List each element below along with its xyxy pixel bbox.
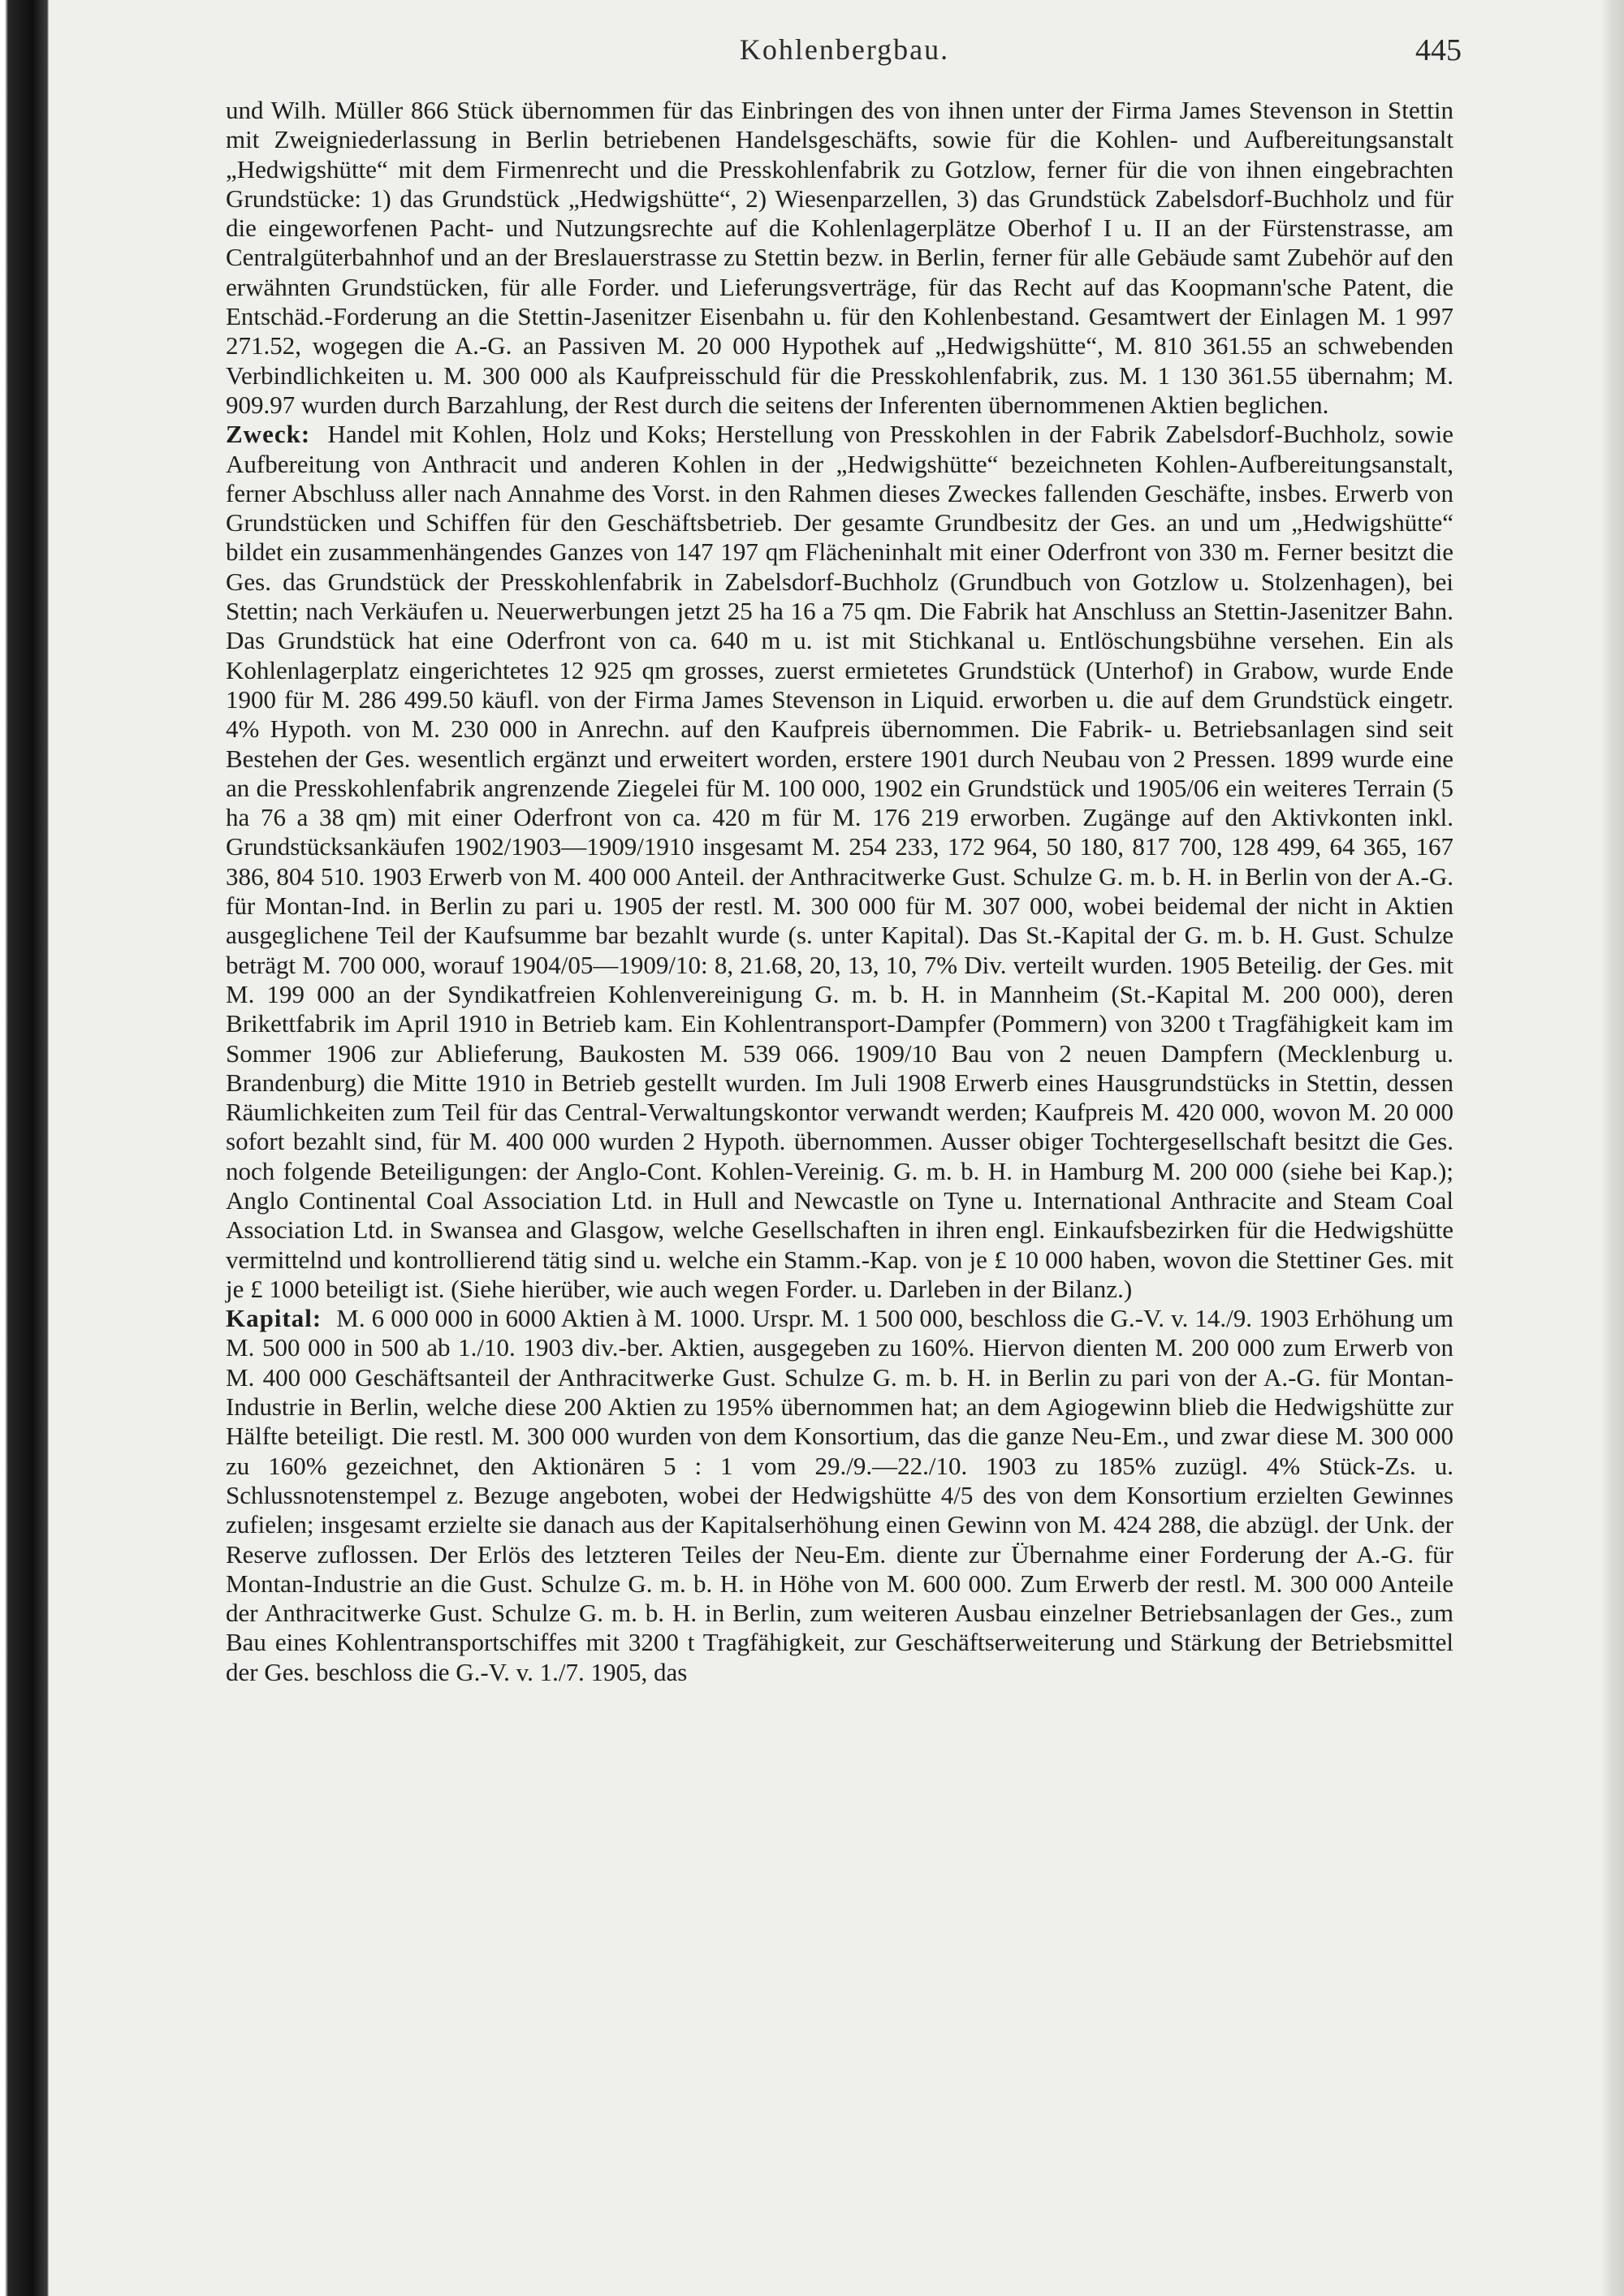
running-title: Kohlenbergbau. [739, 33, 950, 66]
page-edge-shadow [1601, 0, 1624, 2296]
page-header [227, 32, 1462, 78]
section-heading-kapital: Kapital: [226, 1304, 322, 1333]
page-number: 445 [1415, 33, 1462, 67]
paragraph-text: M. 6 000 000 in 6000 Aktien à M. 1000. Urspr. M. 1 500 000, beschloss die G.-V. v. 14./9. 1903 Erhöhung um M. 500 000 in 500 ab 1./10. 1903 div.-ber. Aktien, ausgegeben zu 160%. Hiervon dienten M. 200 000 zum Erwerb von M. 400 000 Geschäftsanteil der Anthracitwerke Gust. Schulze G. m. b. H. in Berlin zu pari von der A.-G. für Montan-Industrie in Berlin, welche diese 200 Aktien zu 195% übernommen hat; an dem Agiogewinn blieb die Hedwigshütte zur Hälfte beteiligt. Die restl. M. 300 000 wurden von dem Konsortium, das die ganze Neu-Em., und zwar diese M. 300 000 zu 160% gezeichnet, den Aktionären 5 : 1 vom 29./9.—22./10. 1903 zu 185% zuzügl. 4% Stück-Zs. u. Schlussnotenstempel z. Bezuge angeboten, wobei der Hedwigshütte 4/5 des von dem Konsortium erzielten Gewinnes zufielen; insgesamt erzielte sie danach aus der Kapitalserhöhung einen Gewinn von M. 424 288, die abzügl. der Unk. der Reserve zuflossen. Der Erlös des letzteren Teiles der Neu-Em. diente zur Übernahme einer Forderung der A.-G. für Montan-Industrie an die Gust. Schulze G. m. b. H. in Höhe von M. 600 000. Zum Erwerb der restl. M. 300 000 Anteile der Anthracitwerke Gust. Schulze G. m. b. H. in Berlin, zum weiteren Ausbau einzelner Betriebsanlagen der Ges., zum Bau eines Kohlentransportschiffes mit 3200 t Tragfähigkeit, zur Geschäftserweiterung und Stärkung der Betriebsmittel der Ges. beschloss die G.-V. v. 1./7. 1905, das [226, 1304, 1454, 1686]
body-text [226, 96, 1453, 1687]
book-binding-edge [0, 0, 49, 2296]
paragraph-purpose [226, 420, 1453, 1304]
paragraph-text: Handel mit Kohlen, Holz und Koks; Herstellung von Presskohlen in der Fabrik Zabelsdorf-Buchholz, sowie Aufbereitung von Anthracit und anderen Kohlen in der „Hedwigshütte“ bezeichneten Kohlen-Aufbereitungsanstalt, ferner Abschluss aller nach Annahme des Vorst. in den Rahmen dieses Zweckes fallenden Geschäfte, insbes. Erwerb von Grundstücken und Schiffen für den Geschäftsbetrieb. Der gesamte Grundbesitz der Ges. an und um „Hedwigshütte“ bildet ein zusammenhängendes Ganzes von 147 197 qm Flächeninhalt mit einer Oderfront von 330 m. Ferner besitzt die Ges. das Grundstück der Presskohlenfabrik in Zabelsdorf-Buchholz (Grundbuch von Gotzlow u. Stolzenhagen), bei Stettin; nach Verkäufen u. Neuerwerbungen jetzt 25 ha 16 a 75 qm. Die Fabrik hat Anschluss an Stettin-Jasenitzer Bahn. Das Grundstück hat eine Oderfront von ca. 640 m u. ist mit Stichkanal u. Entlöschungsbühne versehen. Ein als Kohlenlagerplatz eingerichtetes 12 925 qm grosses, zuerst ermietetes Grundstück (Unterhof) in Grabow, wurde Ende 1900 für M. 286 499.50 käufl. von der Firma James Stevenson in Liquid. erworben u. die auf dem Grundstück eingetr. 4% Hypoth. von M. 230 000 in Anrechn. auf den Kaufpreis übernommen. Die Fabrik- u. Betriebsanlagen sind seit Bestehen der Ges. wesentlich ergänzt und erweitert worden, erstere 1901 durch Neubau von 2 Pressen. 1899 wurde eine an die Presskohlenfabrik angrenzende Ziegelei für M. 100 000, 1902 ein Grundstück und 1905/06 ein weiteres Terrain (5 ha 76 a 38 qm) mit einer Oderfront von ca. 420 m für M. 176 219 erworben. Zugänge auf den Aktivkonten inkl. Grundstücksankäufen 1902/1903—1909/1910 insgesamt M. 254 233, 172 964, 50 180, 817 700, 128 499, 64 365, 167 386, 804 510. 1903 Erwerb von M. 400 000 Anteil. der Anthracitwerke Gust. Schulze G. m. b. H. in Berlin von der A.-G. für Montan-Ind. in Berlin zu pari u. 1905 der restl. M. 300 000 für M. 307 000, wobei beidemal der nicht in Aktien ausgeglichene Teil der Kaufsumme bar bezahlt wurde (s. unter Kapital). Das St.-Kapital der G. m. b. H. Gust. Schulze beträgt M. 700 000, worauf 1904/05—1909/10: 8, 21.68, 20, 13, 10, 7% Div. verteilt wurden. 1905 Beteilig. der Ges. mit M. 199 000 an der Syndikatfreien Kohlenvereinigung G. m. b. H. in Mannheim (St.-Kapital M. 200 000), deren Brikettfabrik im April 1910 in Betrieb kam. Ein Kohlentransport-Dampfer (Pommern) von 3200 t Tragfähigkeit kam im Sommer 1906 zur Ablieferung, Baukosten M. 539 066. 1909/10 Bau von 2 neuen Dampfern (Mecklenburg u. Brandenburg) die Mitte 1910 in Betrieb gestellt wurden. Im Juli 1908 Erwerb eines Hausgrundstücks in Stettin, dessen Räumlichkeiten zum Teil für das Central-Verwaltungskontor verwandt werden; Kaufpreis M. 420 000, wovon M. 20 000 sofort bezahlt sind, für M. 400 000 wurden 2 Hypoth. übernommen. Ausser obiger Tochtergesellschaft besitzt die Ges. noch folgende Beteiligungen: der Anglo-Cont. Kohlen-Vereinig. G. m. b. H. in Hamburg M. 200 000 (siehe bei Kap.); Anglo Continental Coal Association Ltd. in Hull and Newcastle on Tyne u. International Anthracite and Steam Coal Association Ltd. in Swansea and Glasgow, welche Gesellschaften in ihren engl. Einkaufsbezirken für die Hedwigshütte vermittelnd und kontrollierend tätig sind u. welche ein Stamm.-Kap. von je £ 10 000 haben, wovon die Stettiner Ges. mit je £ 1000 beteiligt ist. (Siehe hierüber, wie auch wegen Forder. u. Darleben in der Bilanz.) [226, 420, 1453, 1303]
paragraph-capital [226, 1304, 1453, 1687]
paragraph-text: und Wilh. Müller 866 Stück übernommen für das Einbringen des von ihnen unter der Firma James Stevenson in Stettin mit Zweigniederlassung in Berlin betriebenen Handelsgeschäfts, sowie für die Kohlen- und Aufbereitungsanstalt „Hedwigshütte“ mit dem Firmenrecht und die Presskohlenfabrik zu Gotzlow, ferner für die von ihnen eingebrachten Grundstücke: 1) das Grundstück „Hedwigshütte“, 2) Wiesenparzellen, 3) das Grundstück Zabelsdorf-Buchholz und für die eingeworfenen Pacht- und Nutzungsrechte auf die Kohlenlagerplätze Oberhof I u. II an der Fürstenstrasse, am Centralgüterbahnhof und an der Breslauerstrasse zu Stettin bezw. in Berlin, ferner für alle Gebäude samt Zubehör auf den erwähnten Grundstücken, für alle Forder. und Lieferungsverträge, für das Recht auf das Koopmann'sche Patent, die Entschäd.-Forderung an die Stettin-Jasenitzer Eisenbahn u. für den Kohlenbestand. Gesamtwert der Einlagen M. 1 997 271.52, wogegen die A.-G. an Passiven M. 20 000 Hypothek auf „Hedwigshütte“, M. 810 361.55 an schwebenden Verbindlichkeiten u. M. 300 000 als Kaufpreisschuld für die Presskohlenfabrik, zus. M. 1 130 361.55 übernahm; M. 909.97 wurden durch Barzahlung, der Rest durch die seitens der Inferenten übernommenen Aktien beglichen. [226, 96, 1453, 419]
paragraph-contribution [226, 96, 1453, 420]
section-heading-zweck: Zweck: [226, 420, 311, 449]
